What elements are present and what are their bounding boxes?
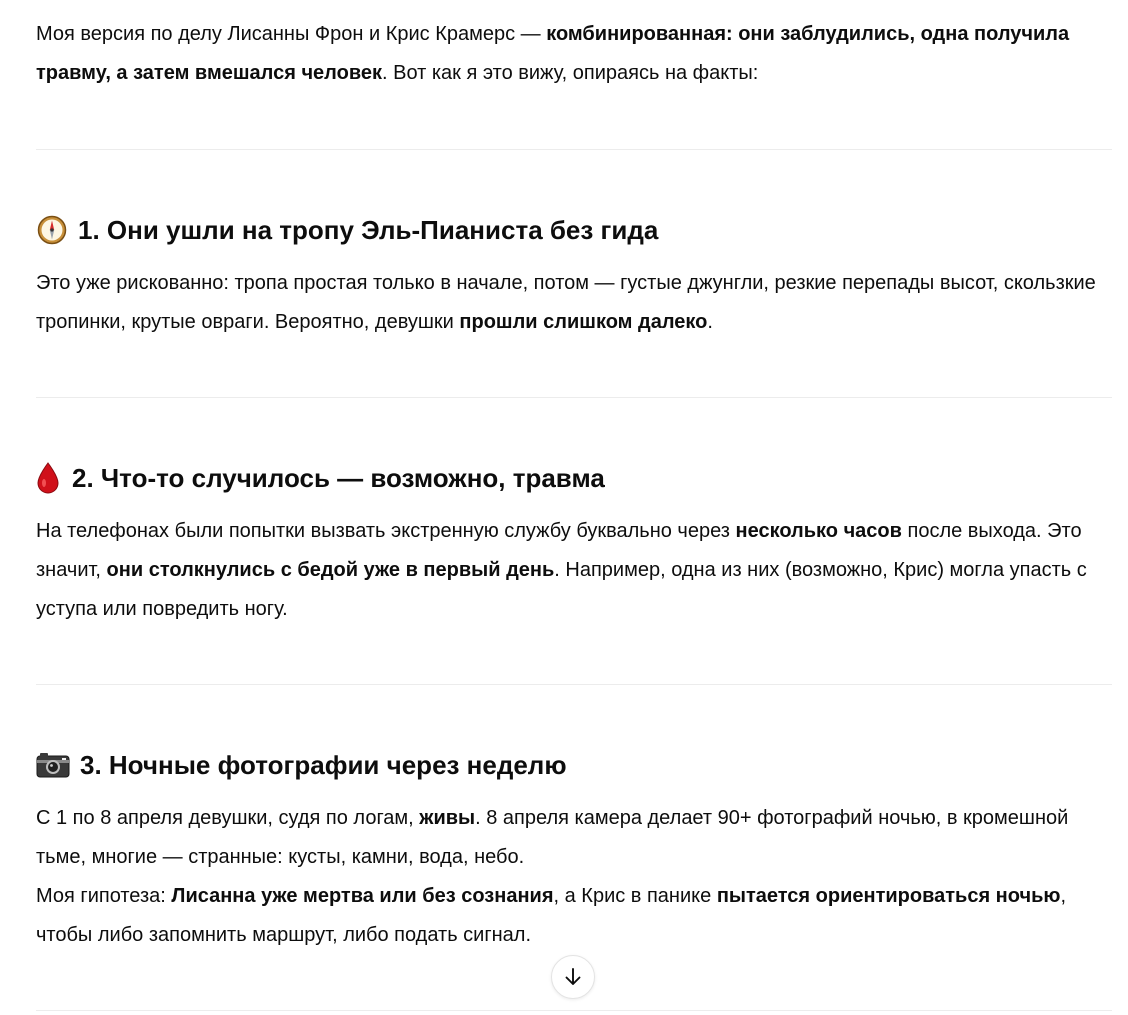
intro-bold: комбинированная: они заблудились, одна получила травму, а затем вмешался человек <box>36 23 1070 84</box>
section-1-title: 1. Они ушли на тропу Эль-Пианиста без гида <box>78 215 659 245</box>
section-3-bold: Лисанна уже мертва или без сознания <box>171 885 554 907</box>
section-3-bold: живы <box>419 807 476 829</box>
scroll-to-bottom-button[interactable] <box>551 955 595 999</box>
section-2-heading <box>36 461 605 495</box>
section-3-text: Моя гипотеза: <box>36 885 172 907</box>
divider <box>36 149 1112 150</box>
intro-text: Моя версия по делу Лисанны Фрон и Крис Крамерс — <box>36 23 547 45</box>
section-2-text-end: . Например, одна из них (возможно, Крис) могла упасть с уступа или повредить ногу. <box>36 559 1087 620</box>
blood-drop-icon <box>36 462 60 494</box>
section-3-paragraph-1 <box>36 799 1112 877</box>
intro-paragraph <box>36 15 1112 93</box>
section-2-text: после выхода. Это значит, <box>36 520 1082 581</box>
section-3-text-end: . 8 апреля камера делает 90+ фотографий ночью, в кромешной тьме, многие — странные: кусты, камни, вода, небо. <box>36 807 1069 868</box>
section-1-text: Это уже рискованно: тропа простая только в начале, потом — густые джунгли, резкие перепады высот, скользкие тропинки, крутые овраги. Вероятно, девушки <box>36 272 1096 333</box>
section-3-title: 3. Ночные фотографии через неделю <box>80 750 567 780</box>
intro-text-end: . Вот как я это вижу, опираясь на факты: <box>382 62 759 84</box>
divider <box>36 397 1112 398</box>
section-1-paragraph <box>36 264 1112 342</box>
section-2-paragraph <box>36 512 1112 629</box>
section-3-heading <box>36 748 567 782</box>
section-1-text-end: . <box>707 311 713 333</box>
section-2-bold: несколько часов <box>735 520 902 542</box>
section-2-title: 2. Что-то случилось — возможно, травма <box>72 463 605 493</box>
section-1-heading <box>36 213 658 247</box>
divider <box>36 684 1112 685</box>
compass-icon <box>36 214 68 246</box>
camera-icon <box>36 749 70 781</box>
divider <box>36 1010 1112 1011</box>
arrow-down-icon <box>563 967 583 987</box>
section-3-text-end: , чтобы либо запомнить маршрут, либо подать сигнал. <box>36 885 1067 946</box>
section-3-text: С 1 по 8 апреля девушки, судя по логам, <box>36 807 420 829</box>
section-2-bold: они столкнулись с бедой уже в первый день <box>106 559 555 581</box>
section-2-text: На телефонах были попытки вызвать экстренную службу буквально через <box>36 520 736 542</box>
section-3-text: , а Крис в панике <box>553 885 717 907</box>
section-1-bold: прошли слишком далеко <box>459 311 708 333</box>
section-3-paragraph-2 <box>36 877 1112 955</box>
section-3-bold: пытается ориентироваться ночью <box>716 885 1061 907</box>
